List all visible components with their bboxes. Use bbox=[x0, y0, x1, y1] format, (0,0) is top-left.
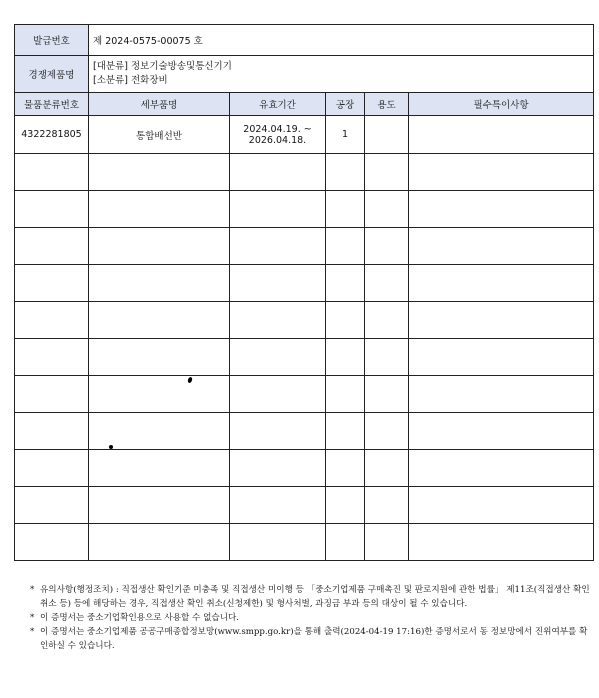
empty-row bbox=[15, 450, 594, 487]
cell-code: 4322281805 bbox=[15, 116, 89, 154]
product-name-row bbox=[15, 56, 594, 93]
cell-usage bbox=[365, 116, 409, 154]
cell-item-name: 통합배선반 bbox=[89, 116, 230, 154]
footnote-verification bbox=[30, 625, 590, 653]
ink-speck bbox=[109, 445, 113, 449]
empty-row bbox=[15, 302, 594, 339]
empty-row bbox=[15, 413, 594, 450]
cell-factory: 1 bbox=[326, 116, 365, 154]
asterisk-icon: * bbox=[30, 627, 35, 637]
issue-number-label: 발급번호 bbox=[15, 25, 89, 56]
product-name-label: 경쟁제품명 bbox=[15, 56, 89, 93]
column-header-row bbox=[15, 93, 594, 116]
asterisk-icon: * bbox=[30, 585, 35, 595]
col-header-item-name: 세부품명 bbox=[89, 93, 230, 116]
table-row bbox=[15, 116, 594, 154]
footnote-admin-warning bbox=[30, 583, 590, 611]
col-header-code: 물품분류번호 bbox=[15, 93, 89, 116]
col-header-notes: 필수특이사항 bbox=[409, 93, 594, 116]
footnote-text: 이 증명서는 중소기업확인용으로 사용할 수 없습니다. bbox=[40, 613, 240, 623]
certificate-document bbox=[14, 24, 593, 561]
product-name-value bbox=[89, 56, 594, 93]
col-header-factory: 공장 bbox=[326, 93, 365, 116]
footnote-text: 유의사항(행정조치) : 직접생산 확인기준 미충족 및 직접생산 미이행 등 「중소기업제품 구매촉진 및 판로지원에 관한 법률」 제11조(직접생산 확인 취소 등) 등에 해당하는 경우, 직접생산 확인 취소(신청제한) 및 형사처벌, 과징금 부과 등의 대상이 될 수 있습니다. bbox=[40, 585, 590, 609]
empty-row bbox=[15, 265, 594, 302]
empty-row bbox=[15, 228, 594, 265]
col-header-validity: 유효기간 bbox=[230, 93, 326, 116]
empty-row bbox=[15, 339, 594, 376]
validity-start: 2024.04.19. ~ bbox=[243, 123, 312, 135]
footnote-text: 이 증명서는 중소기업제품 공공구매종합정보망(www.smpp.go.kr)을 통해 출력(2024-04-19 17:16)한 증명서로서 동 정보망에서 진위여부를 확인하실 수 있습니다. bbox=[40, 627, 588, 651]
col-header-usage: 용도 bbox=[365, 93, 409, 116]
issue-number-row bbox=[15, 25, 594, 56]
footnotes bbox=[30, 583, 590, 653]
empty-row bbox=[15, 154, 594, 191]
certificate-table bbox=[14, 24, 594, 561]
issue-number-value: 제 2024-0575-00075 호 bbox=[89, 25, 594, 56]
cell-validity bbox=[230, 116, 326, 154]
product-minor-category: [소분류] 전화장비 bbox=[93, 75, 168, 86]
empty-row bbox=[15, 487, 594, 524]
empty-row bbox=[15, 191, 594, 228]
validity-end: 2026.04.18. bbox=[248, 134, 307, 146]
footnote-usage-restriction bbox=[30, 611, 590, 625]
cell-notes bbox=[409, 116, 594, 154]
product-major-category: [대분류] 정보기술방송및통신기기 bbox=[93, 61, 232, 72]
empty-row bbox=[15, 524, 594, 561]
asterisk-icon: * bbox=[30, 613, 35, 623]
empty-row bbox=[15, 376, 594, 413]
